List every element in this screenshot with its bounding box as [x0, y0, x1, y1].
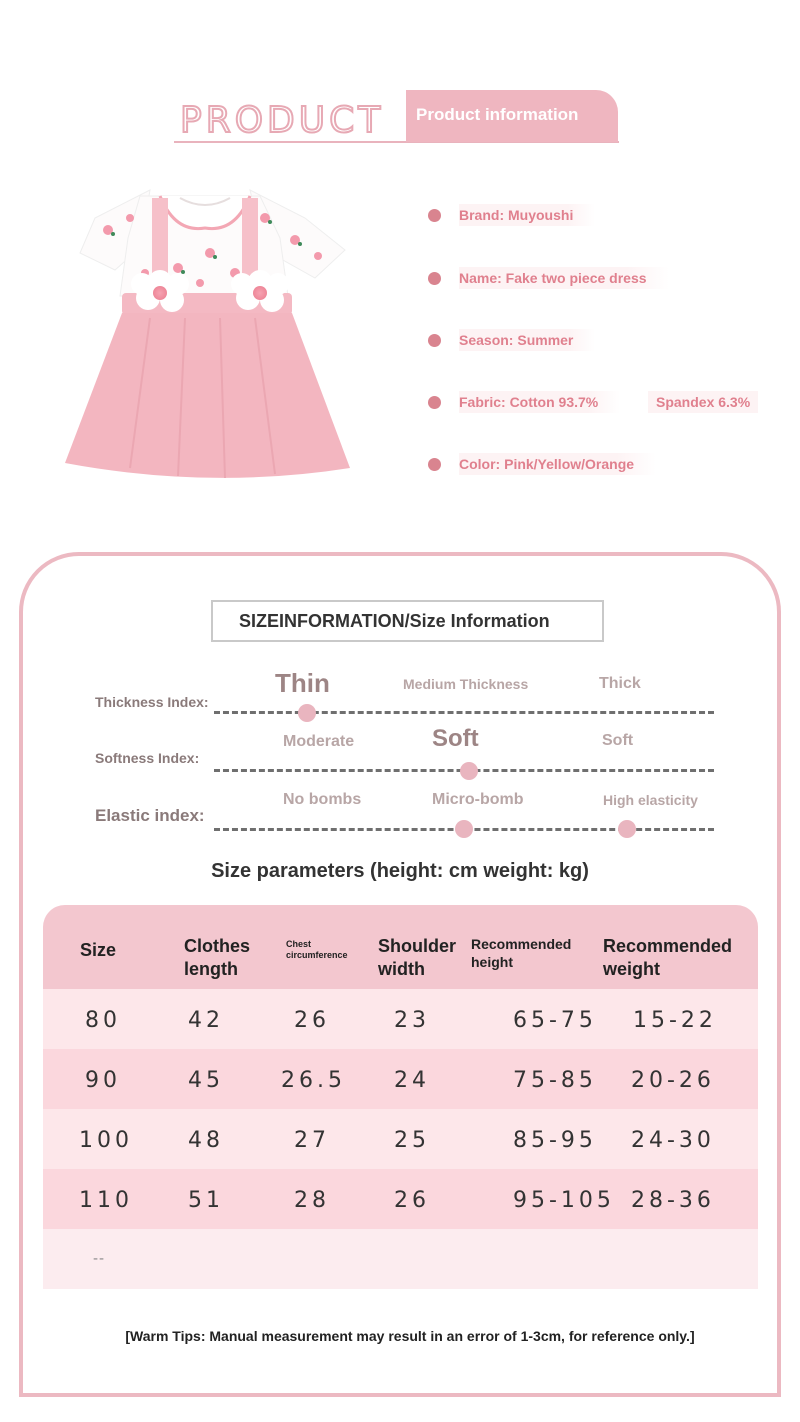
table-row	[43, 989, 758, 1049]
cell-weight: 15-22	[633, 1008, 717, 1033]
cell-length: 45	[188, 1068, 224, 1093]
bullet-icon	[428, 458, 441, 471]
softness-marker	[460, 762, 478, 780]
name-text: Name: Fake two piece dress	[459, 267, 669, 289]
header-chest: Chest circumference	[286, 939, 348, 961]
cell-height: 65-75	[513, 1008, 597, 1033]
dress-image	[60, 178, 360, 488]
thickness-option-medium: Medium Thickness	[403, 676, 529, 692]
fabric-text: Fabric: Cotton 93.7%	[459, 391, 620, 413]
cell-length: 48	[188, 1128, 224, 1153]
header-recommended-height: Recommended height	[471, 936, 572, 970]
cell-chest: 28	[294, 1188, 330, 1213]
thickness-option-thick: Thick	[599, 675, 641, 692]
softness-label: Softness Index:	[95, 750, 200, 766]
table-row	[43, 1109, 758, 1169]
info-brand	[428, 203, 595, 227]
bullet-icon	[428, 396, 441, 409]
table-row	[43, 1169, 758, 1229]
thickness-marker	[298, 704, 316, 722]
bullet-icon	[428, 334, 441, 347]
brand-text: Brand: Muyoushi	[459, 204, 595, 226]
cell-height: 75-85	[513, 1068, 597, 1093]
cell-shoulder: 24	[394, 1068, 430, 1093]
cell-chest: 26	[294, 1008, 330, 1033]
cell-length: 51	[188, 1188, 224, 1213]
header-recommended-weight: Recommended weight	[603, 936, 733, 979]
info-season	[428, 328, 595, 352]
thickness-scale	[214, 711, 714, 714]
elastic-marker-high	[618, 820, 636, 838]
cell-chest: 26.5	[281, 1068, 346, 1093]
elastic-option-none: No bombs	[283, 791, 362, 808]
softness-option-moderate: Moderate	[283, 733, 355, 750]
size-table	[43, 905, 758, 1289]
cell-chest: 27	[294, 1128, 330, 1153]
softness-option-soft: Soft	[432, 725, 479, 752]
cell-weight: 24-30	[631, 1128, 715, 1153]
header-shoulder-width: Shoulder width	[378, 936, 457, 979]
cell-size: --	[93, 1251, 106, 1267]
cell-height: 85-95	[513, 1128, 597, 1153]
fabric-extra-text: Spandex 6.3%	[648, 391, 758, 413]
elastic-option-micro: Micro-bomb	[432, 791, 524, 808]
cell-size: 90	[85, 1068, 121, 1093]
cell-shoulder: 23	[394, 1008, 430, 1033]
color-text: Color: Pink/Yellow/Orange	[459, 453, 656, 475]
cell-weight: 20-26	[631, 1068, 715, 1093]
elastic-marker-micro	[455, 820, 473, 838]
info-color	[428, 452, 656, 476]
table-row	[43, 1229, 758, 1289]
elastic-option-high: High elasticity	[603, 792, 698, 808]
warm-tips: [Warm Tips: Manual measurement may result in an error of 1-3cm, for reference only.]	[125, 1328, 695, 1344]
bullet-icon	[428, 272, 441, 285]
cell-height: 95-105	[513, 1188, 615, 1213]
header-clothes-length: Clothes length	[184, 936, 251, 979]
cell-shoulder: 25	[394, 1128, 430, 1153]
bullet-icon	[428, 209, 441, 222]
cell-size: 100	[79, 1128, 133, 1153]
size-information-title: SIZEINFORMATION/Size Information	[211, 600, 604, 642]
table-row	[43, 1049, 758, 1109]
product-information-tab: Product information	[406, 90, 618, 142]
cell-length: 42	[188, 1008, 224, 1033]
table-header	[43, 905, 758, 989]
header-size: Size	[80, 940, 117, 960]
cell-shoulder: 26	[394, 1188, 430, 1213]
thickness-option-thin: Thin	[275, 668, 330, 698]
cell-weight: 28-36	[631, 1188, 715, 1213]
size-parameters-title: Size parameters (height: cm weight: kg)	[211, 860, 589, 882]
thickness-label: Thickness Index:	[95, 694, 209, 710]
cell-size: 80	[85, 1008, 121, 1033]
info-name	[428, 266, 669, 290]
cell-size: 110	[79, 1188, 133, 1213]
elastic-label: Elastic index:	[95, 806, 205, 825]
season-text: Season: Summer	[459, 329, 595, 351]
softness-option-soft-2: Soft	[602, 732, 634, 749]
info-fabric	[428, 390, 620, 414]
product-heading: PRODUCT	[180, 100, 385, 141]
